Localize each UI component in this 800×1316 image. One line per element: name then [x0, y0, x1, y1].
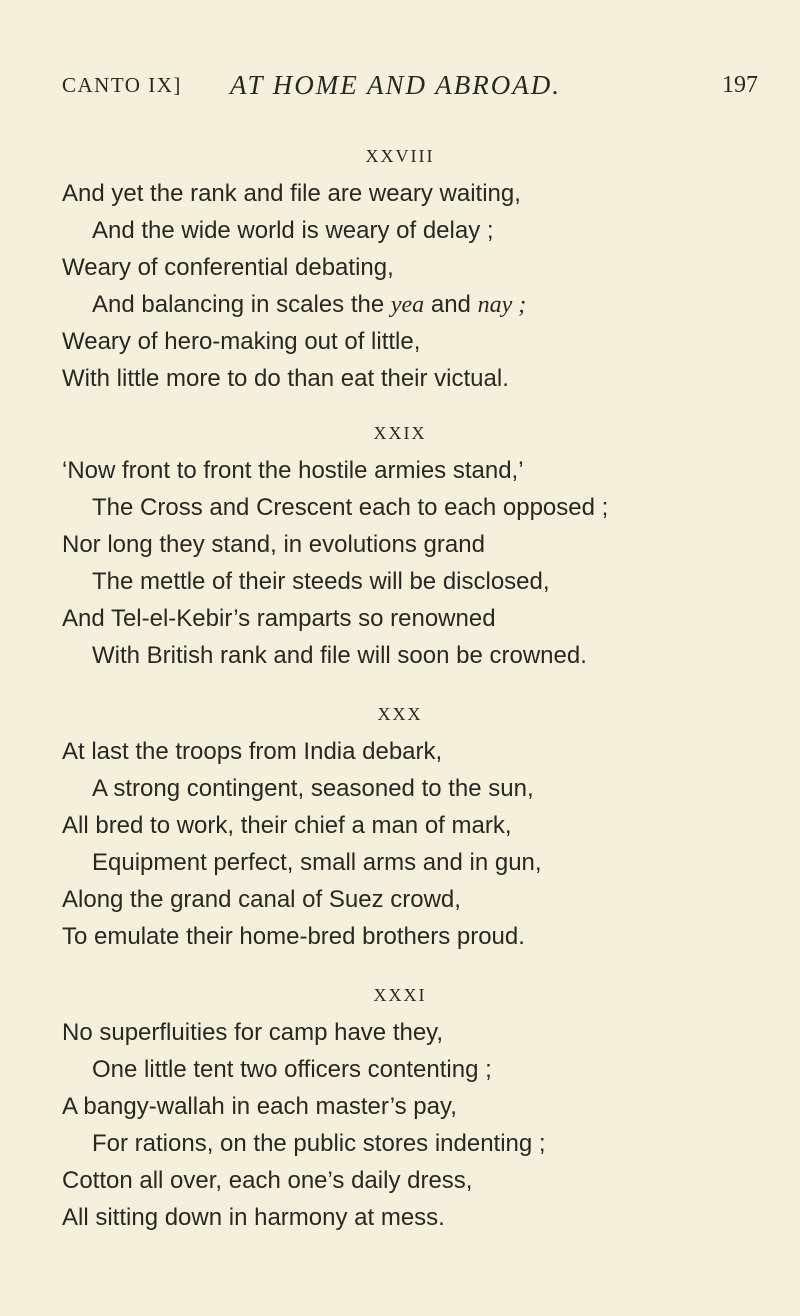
verse-line: Equipment perfect, small arms and in gun,	[92, 849, 542, 876]
verse-line: And yet the rank and file are weary waiting,	[62, 180, 521, 207]
verse-text: And balancing in scales the	[92, 291, 391, 318]
stanza-number: XXX	[377, 704, 423, 724]
verse-line: A strong contingent, seasoned to the sun,	[92, 775, 534, 802]
verse-line: ‘Now front to front the hostile armies stand,’	[62, 457, 524, 484]
verse-line: Cotton all over, each one’s daily dress,	[62, 1167, 473, 1194]
verse-line: The mettle of their steeds will be disclosed,	[92, 568, 550, 595]
verse-line: All sitting down in harmony at mess.	[62, 1204, 445, 1231]
italic-word: yea	[390, 292, 425, 318]
verse-line: At last the troops from India debark,	[62, 738, 443, 765]
verse-line: And Tel-el-Kebir’s ramparts so renowned	[62, 605, 496, 632]
verse-line: Along the grand canal of Suez crowd,	[62, 886, 461, 913]
verse-line: A bangy-wallah in each master’s pay,	[62, 1093, 457, 1120]
verse-line	[92, 290, 526, 320]
running-title: AT HOME AND ABROAD.	[230, 70, 561, 100]
verse-line: For rations, on the public stores indenting ;	[92, 1130, 546, 1157]
verse-line: Weary of hero-making out of little,	[62, 328, 421, 355]
page-number: 197	[722, 72, 758, 98]
verse-line: Nor long they stand, in evolutions grand	[62, 531, 485, 558]
verse-line: Weary of conferential debating,	[62, 254, 394, 281]
verse-line: And the wide world is weary of delay ;	[92, 217, 494, 244]
verse-line: With British rank and file will soon be crowned.	[92, 642, 587, 669]
verse-line: No superfluities for camp have they,	[62, 1019, 444, 1046]
stanza-number: XXIX	[373, 423, 427, 443]
stanza-number: XXVIII	[365, 146, 435, 166]
verse-line: All bred to work, their chief a man of mark,	[62, 812, 512, 839]
italic-word: nay ;	[477, 292, 527, 318]
running-head	[62, 70, 758, 110]
verse-line: With little more to do than eat their victual.	[62, 365, 509, 392]
verse-text: and	[424, 291, 478, 318]
verse-line: To emulate their home-bred brothers proud.	[62, 923, 525, 950]
verse-line: One little tent two officers contenting ;	[92, 1056, 492, 1083]
stanza-number: XXXI	[373, 985, 427, 1005]
canto-label: CANTO IX]	[62, 73, 182, 97]
verse-line: The Cross and Crescent each to each opposed ;	[92, 494, 609, 521]
